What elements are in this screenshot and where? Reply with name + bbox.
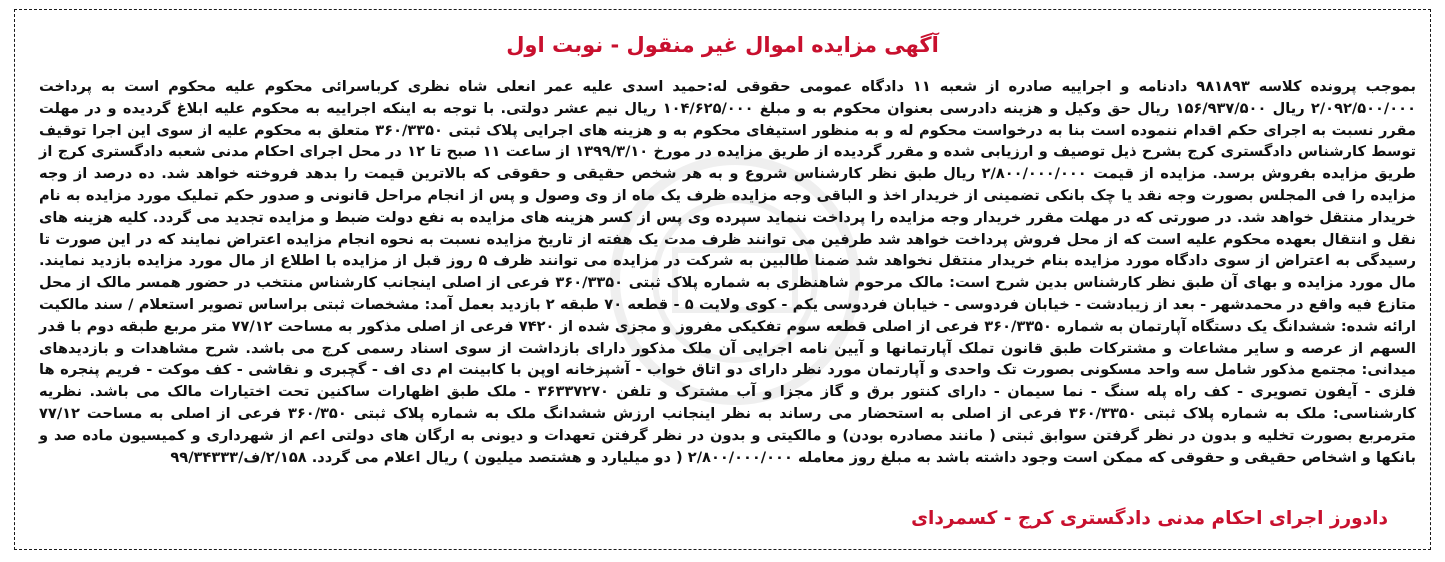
notice-signature: دادورز اجرای احکام مدنی دادگستری کرج - کسمردای [911,508,1388,529]
notice-frame [14,9,1431,550]
notice-body: بموجب پرونده کلاسه ۹۸۱۸۹۳ دادنامه و اجراییه صادره از شعبه ۱۱ دادگاه عمومی حقوقی له:حمید اسدی علیه عمر انعلی شاه نظری کرباسرائی محکوم علیه محکوم است به پرداخت ۲/۰۹۲/۵۰۰/۰۰۰ ریال ۱۵۶/۹۳۷/۵۰۰ ریال حق وکیل و هزینه دادرسی بعنوان محکوم به و مبلغ ۱۰۴/۶۲۵/۰۰۰ ریال نیم عشر دولتی. با توجه به اینکه اجراییه به محکوم علیه ابلاغ گردیده و در مهلت مقرر نسبت به اجرای حکم اقدام ننموده است بنا به درخواست محکوم له و به منظور استیفای محکوم به و هزینه های اجرایی پلاک ثبتی ۳۶۰/۳۳۵۰ متعلق به محکوم علیه از سوی این اجرا توقیف توسط کارشناس دادگستری کرج بشرح ذیل توصیف و ارزیابی شده و مقرر گردیده از طریق مزایده در مورخ ۱۳۹۹/۳/۱۰ از ساعت ۱۱ صبح تا ۱۲ در محل اجرای احکام مدنی شعبه دادگستری کرج از طریق مزایده بفروش برسد. مزایده از قیمت ۲/۸۰۰/۰۰۰/۰۰۰ ریال طبق نظر کارشناس شروع و به هر شخص حقیقی و حقوقی که بالاترین قیمت را بدهد فروخته خواهد شد. ده درصد از وجه مزایده را فی المجلس بصورت وجه نقد یا چک بانکی تضمینی از خریدار اخذ و الباقی وجه مزایده ظرف یک ماه از وی وصول و پس از انجام مراحل قانونی و صدور حکم تملیک مورد مزایده به نام خریدار منتقل خواهد شد. در صورتی که در مهلت مقرر خریدار وجه مزایده را پرداخت ننماید سپرده وی پس از کسر هزینه های مزایده به نفع دولت ضبط و مزایده تجدید می گردد. کلیه هزینه های نقل و انتقال بعهده محکوم علیه است که از محل فروش پرداخت خواهد شد طرفین می توانند ظرف مدت یک هفته از تاریخ مزایده نسبت به نحوه انجام مزایده اعتراض نمایند که در این صورت تا رسیدگی به اعتراض از سوی دادگاه مورد مزایده بنام خریدار منتقل نخواهد شد ضمنا طالبین به شرکت در مزایده می توانند ظرف ۵ روز قبل از مزایده با اطلاع از مال مورد مزایده بازدید نمایند. مال مورد مزایده و بهای آن طبق نظر کارشناس بدین شرح است: مالک مرحوم شاهنظری به شماره پلاک ثبتی ۳۶۰/۳۳۵۰ فرعی از اصلی اینجانب کارشناس منتخب در حضور همسر مالک از محل متازع فیه واقع در محمدشهر - بعد از زیبادشت - خیابان فردوسی - خیابان فردوسی یکم - کوی ولایت ۵ - قطعه ۷۰ طبقه ۲ بازدید بعمل آمد: مشخصات ثبتی براساس تصویر استعلام / سند مالکیت ارائه شده: ششدانگ یک دستگاه آپارتمان به شماره ۳۶۰/۳۳۵۰ فرعی از اصلی قطعه سوم تفکیکی مفروز و مجزی شده از ۷۴۲۰ فرعی از اصلی مذکور به مساحت ۷۷/۱۲ متر مربع طبقه دوم با قدر السهم از عرصه و سایر مشاعات و مشترکات طبق قانون تملک آپارتمانها و آیین نامه اجرایی آن ملک مذکور دارای بازداشت از سوی اسناد رسمی کرج می باشد. شرح مشاهدات و بازدیدهای میدانی: مجتمع مذکور شامل سه واحد مسکونی بصورت تک واحدی و آپارتمان مورد نظر دارای دو اتاق خواب - آشپزخانه اوپن با کابینت ام دی اف - گچبری و نقاشی - کف موکت - فریم پنجره ها فلزی - آیفون تصویری - کف راه پله سنگ - نما سیمان - دارای کنتور برق و گاز مجزا و آب مشترک و تلفن ۳۶۳۳۷۲۷۰ - ملک طبق اظهارات ساکنین تحت اختیارات مالک می باشد. نظریه کارشناسی: ملک به شماره پلاک ثبتی ۳۶۰/۳۳۵۰ فرعی از اصلی به استحضار می رساند به نظر اینجانب ارزش ششدانگ ملک به شماره پلاک ثبتی ۳۶۰/۳۵۰ فرعی از اصلی به مساحت ۷۷/۱۲ مترمربع بصورت تخلیه و بدون در نظر گرفتن سوابق ثبتی ( مانند مصادره بودن) و مالکیتی و بدون در نظر گرفتن تعهدات و دیونی به ارگان های دولتی اعم از شهرداری و کمیسیون ماده صد و بانکها و اشخاص حقیقی و حقوقی که ممکن است وجود داشته باشد به مبلغ روز معامله ۲/۸۰۰/۰۰۰/۰۰۰ ( دو میلیارد و هشتصد میلیون ) ریال اعلام می گردد. ۲/۱۵۸/ف/۹۹/۳۴۳۳۳ [39,78,1417,466]
notice-title: آگهی مزایده اموال غیر منقول - نوبت اول [506,33,939,57]
